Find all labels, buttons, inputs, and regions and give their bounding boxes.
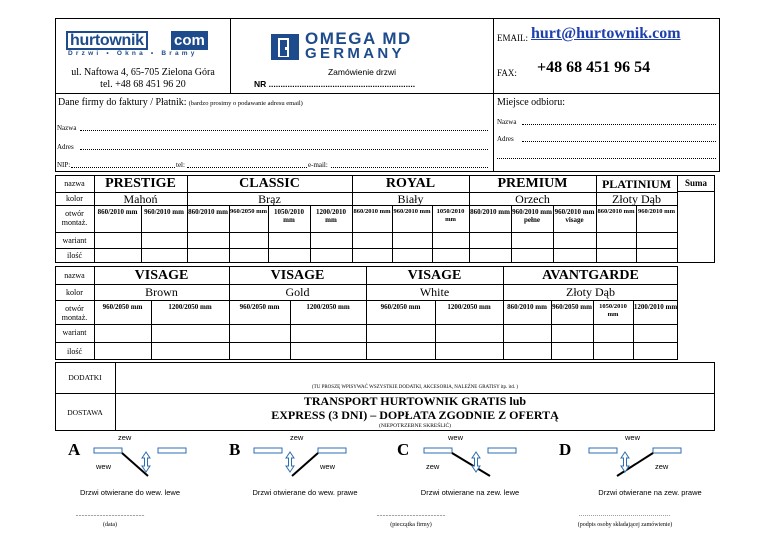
table1-wariant-cell[interactable]	[470, 233, 510, 247]
table2-group-name: VISAGE	[134, 268, 189, 283]
table1-group-name: ROYAL	[385, 176, 436, 191]
billing-tel-label: tel:	[176, 161, 185, 169]
logo-tagline: Drzwi • Okna • Bramy	[68, 50, 198, 57]
diagram-bottom-label: wew	[96, 462, 112, 471]
email-label: EMAIL:	[497, 33, 528, 43]
table1-size-label: 860/2010 mm	[97, 208, 138, 216]
table1-group-color: Biały	[397, 192, 424, 206]
table1-wariant-cell[interactable]	[512, 233, 552, 247]
table2-size-label: 1200/2050 mm	[168, 303, 212, 311]
wall-icon	[158, 448, 186, 453]
wall-icon	[254, 448, 282, 453]
dodatki-note: (TU PROSZĘ WPISYWAĆ WSZYSTKIE DODATKI, AKCESORIA, NALEŻNE GRATISY itp. itd. )	[311, 385, 519, 390]
table2-ilosc-cell[interactable]	[152, 343, 228, 359]
diagram-letter: C	[397, 440, 410, 459]
t2-label-nazwa: nazwa	[64, 271, 85, 280]
diagram-bottom-label: wew	[320, 462, 336, 471]
table1-ilosc-cell[interactable]	[512, 249, 552, 262]
transport-note: (NIEPOTRZEBNE SKREŚLIĆ)	[379, 423, 451, 429]
pickup-nazwa-label: Nazwa	[497, 118, 517, 126]
omega-logo	[270, 30, 450, 64]
table2-wariant-cell[interactable]	[634, 325, 677, 341]
table2-ilosc-cell[interactable]	[552, 343, 592, 359]
table1-size-label: 860/2010 mm	[470, 208, 510, 216]
table1-wariant-cell[interactable]	[353, 233, 391, 247]
billing-title	[58, 97, 303, 108]
table2-ilosc-cell[interactable]	[291, 343, 365, 359]
diagram-top-label: wew	[625, 433, 641, 442]
table2-size-label: 1050/2010 mm	[599, 303, 627, 318]
billing-nip-field[interactable]	[71, 167, 175, 168]
t1-label-kolor: kolor	[66, 194, 83, 203]
table1-wariant-cell[interactable]	[554, 233, 595, 247]
table2-size-label: 960/2050 mm	[552, 303, 592, 311]
t1-label-wariant: wariant	[62, 236, 87, 245]
diagram-letter: B	[229, 440, 241, 459]
logo-text-main: hurtownik	[66, 31, 148, 50]
diagram-caption: Drzwi otwierane na zew. prawe	[598, 488, 702, 497]
wall-icon	[653, 448, 681, 453]
diagram-letter: A	[68, 440, 81, 459]
table1-size-label: 960/2010 mm	[393, 208, 431, 215]
table1-wariant-cell[interactable]	[269, 233, 309, 247]
table1-ilosc-cell[interactable]	[353, 249, 391, 262]
door-leaf-icon	[452, 453, 490, 476]
diagram-caption: Drzwi otwierane do wew. prawe	[252, 488, 358, 497]
billing-note: (bardzo prosimy o podawanie adresu email)	[188, 100, 303, 107]
table1-wariant-cell[interactable]	[142, 233, 186, 247]
t2-label-otwor: otwór montaż.	[61, 304, 88, 322]
table2-ilosc-cell[interactable]	[594, 343, 632, 359]
signature-label: (podpis osoby składającej zamówienie)	[577, 522, 673, 528]
table1-ilosc-cell[interactable]	[554, 249, 595, 262]
table1-wariant-cell[interactable]	[637, 233, 676, 247]
company-phone: tel. +48 68 451 96 20	[100, 79, 186, 90]
table1-group-color: Mahoń	[123, 192, 158, 206]
t1-label-ilosc: ilość	[66, 251, 83, 260]
table1-ilosc-cell[interactable]	[433, 249, 468, 262]
t1-label-otwor: otwór montaż.	[61, 209, 88, 227]
table1-size-label: 1050/2010 mm	[436, 208, 465, 223]
dodatki-field[interactable]	[116, 363, 714, 386]
door-swing-icon	[420, 440, 530, 480]
table2-size-label: 960/2050 mm	[102, 303, 143, 311]
billing-email-field[interactable]	[331, 167, 488, 168]
table1-size-label: 1050/2010 mm	[274, 208, 304, 224]
table2-wariant-cell[interactable]	[152, 325, 228, 341]
table1-ilosc-cell[interactable]	[142, 249, 186, 262]
diagram-bottom-label: zew	[426, 462, 440, 471]
diagram-caption: Drzwi otwierane na zew. lewe	[420, 488, 520, 497]
table1-wariant-cell[interactable]	[433, 233, 468, 247]
table2-size-label: 860/2010 mm	[507, 303, 547, 311]
company-logo	[66, 31, 220, 57]
table2-size-label: 960/2050 mm	[239, 303, 280, 311]
table2-group-name: VISAGE	[407, 268, 462, 283]
diagram-letter: D	[559, 440, 572, 459]
table1-size-label: 960/2010 mm visage	[554, 208, 595, 224]
table1-wariant-cell[interactable]	[95, 233, 140, 247]
table2-ilosc-cell[interactable]	[230, 343, 289, 359]
fax-label: FAX:	[497, 68, 517, 78]
pickup-title: Miejsce odbioru:	[497, 97, 566, 108]
wall-icon	[94, 448, 122, 453]
table2-wariant-cell[interactable]	[291, 325, 365, 341]
t2-label-ilosc: ilość	[66, 347, 83, 356]
table2-size-label: 960/2050 mm	[380, 303, 421, 311]
stamp-dots[interactable]: ..............................................	[376, 512, 446, 518]
dostawa-label: DOSTAWA	[67, 408, 103, 417]
table2-size-label: 1200/2050 mm	[306, 303, 350, 311]
billing-adres-field[interactable]	[80, 149, 488, 150]
t2-label-wariant: wariant	[62, 328, 87, 337]
table1-ilosc-cell[interactable]	[311, 249, 351, 262]
company-address: ul. Naftowa 4, 65-705 Zielona Góra	[71, 67, 215, 78]
logo-text-box: com	[171, 31, 208, 50]
billing-nazwa-label: Nazwa	[57, 124, 77, 132]
table2-wariant-cell[interactable]	[504, 325, 550, 341]
table1-group-name: PLATINIUM	[601, 177, 672, 191]
table2-wariant-cell[interactable]	[230, 325, 289, 341]
transport-line1[interactable]: TRANSPORT HURTOWNIK GRATIS lub	[303, 394, 527, 408]
table2-wariant-cell[interactable]	[95, 325, 150, 341]
table1-ilosc-cell[interactable]	[230, 249, 267, 262]
table1-wariant-cell[interactable]	[230, 233, 267, 247]
table1-ilosc-cell[interactable]	[95, 249, 140, 262]
billing-tel-field[interactable]	[187, 167, 307, 168]
wall-icon	[589, 448, 617, 453]
table1-wariant-cell[interactable]	[597, 233, 635, 247]
wall-icon	[488, 448, 516, 453]
table2-wariant-cell[interactable]	[594, 325, 632, 341]
table1-ilosc-cell[interactable]	[188, 249, 228, 262]
diagram-caption: Drzwi otwierane do wew. lewe	[79, 488, 181, 497]
diagram-top-label: zew	[118, 433, 132, 442]
pickup-nazwa-field[interactable]	[522, 124, 716, 125]
table1-ilosc-cell[interactable]	[597, 249, 635, 262]
table2-ilosc-cell[interactable]	[504, 343, 550, 359]
pickup-adres-label: Adres	[497, 135, 514, 143]
door-icon	[270, 33, 300, 61]
wall-icon	[318, 448, 346, 453]
table2-ilosc-cell[interactable]	[367, 343, 434, 359]
table2-group-color: White	[419, 285, 450, 299]
table2-wariant-cell[interactable]	[436, 325, 502, 341]
stamp-label: (pieczątka firmy)	[390, 522, 432, 528]
table2-wariant-cell[interactable]	[552, 325, 592, 341]
table1-wariant-cell[interactable]	[188, 233, 228, 247]
door-swing-icon	[585, 440, 695, 480]
table1-ilosc-cell[interactable]	[470, 249, 510, 262]
date-label: (data)	[103, 522, 117, 528]
billing-nazwa-field[interactable]	[80, 130, 488, 131]
table1-group-name: PRESTIGE	[105, 176, 176, 191]
table2-size-label: 1200/2050 mm	[447, 303, 491, 311]
email-value[interactable]: hurt@hurtownik.com	[531, 25, 681, 42]
table2-group-name: VISAGE	[270, 268, 325, 283]
double-arrow-icon	[142, 452, 150, 472]
table1-size-label: 960/2050 mm	[229, 208, 267, 215]
billing-title-text: Dane firmy do faktury / Płatnik:	[58, 97, 187, 108]
suma-label: Suma	[684, 178, 707, 188]
date-dots[interactable]: ..............................................	[75, 512, 145, 518]
table2-wariant-cell[interactable]	[367, 325, 434, 341]
pickup-extra-field[interactable]	[497, 158, 716, 159]
billing-nip-label: NIP:	[57, 161, 71, 169]
table2-group-name: AVANTGARDE	[542, 268, 639, 283]
table2-size-label: 1200/2010 mm	[633, 303, 678, 311]
table1-group-name: CLASSIC	[239, 176, 300, 191]
order-title: Zamówienie drzwi	[327, 67, 397, 77]
table1-size-label: 860/2010 mm	[353, 208, 391, 215]
table2-ilosc-cell[interactable]	[95, 343, 150, 359]
table1-group-color: Złoty Dąb	[612, 192, 661, 206]
diagram-top-label: wew	[448, 433, 464, 442]
table2-group-color: Złoty Dąb	[566, 285, 615, 299]
table1-group-color: Orzech	[515, 192, 550, 206]
dodatki-label: DODATKI	[68, 373, 102, 382]
diagram-bottom-label: zew	[655, 462, 669, 471]
table1-size-label: 860/2010 mm	[188, 208, 228, 216]
table1-ilosc-cell[interactable]	[269, 249, 309, 262]
table2-ilosc-cell[interactable]	[634, 343, 677, 359]
billing-adres-label: Adres	[57, 143, 74, 151]
diagram-top-label: zew	[290, 433, 304, 442]
door-leaf-icon	[292, 453, 318, 476]
table2-ilosc-cell[interactable]	[436, 343, 502, 359]
signature-dots[interactable]: ..............................................	[579, 512, 671, 518]
fax-value: +48 68 451 96 54	[537, 59, 651, 76]
table1-group-name: PREMIUM	[497, 176, 568, 191]
table1-ilosc-cell[interactable]	[393, 249, 431, 262]
order-number[interactable]: NR ..............................................................	[254, 79, 416, 89]
double-arrow-icon	[286, 452, 294, 472]
door-swing-icon	[250, 440, 360, 480]
table1-size-label: 1200/2010 mm	[316, 208, 346, 224]
wall-icon	[424, 448, 452, 453]
t1-label-nazwa: nazwa	[64, 179, 85, 188]
table1-size-label: 960/2010 mm pełne	[512, 208, 552, 224]
table1-size-label: 960/2010 mm	[637, 208, 675, 215]
table1-wariant-cell[interactable]	[393, 233, 431, 247]
omega-logo-line1: OMEGA MD	[305, 29, 412, 48]
table1-ilosc-cell[interactable]	[637, 249, 676, 262]
billing-email-label: e-mail:	[308, 161, 328, 169]
pickup-adres-field[interactable]	[522, 141, 716, 142]
door-swing-icon	[90, 440, 200, 480]
t2-label-kolor: kolor	[66, 288, 83, 297]
table1-wariant-cell[interactable]	[311, 233, 351, 247]
transport-line2[interactable]: EXPRESS (3 DNI) – DOPŁATA ZGODNIE Z OFERTĄ	[271, 408, 559, 422]
omega-logo-line2: GERMANY	[305, 45, 405, 62]
table1-size-label: 960/2010 mm	[144, 208, 184, 216]
table2-group-color: Gold	[285, 285, 310, 299]
table2-group-color: Brown	[145, 285, 178, 299]
table1-size-label: 860/2010 mm	[597, 208, 635, 215]
table1-group-color: Brąz	[258, 192, 281, 206]
